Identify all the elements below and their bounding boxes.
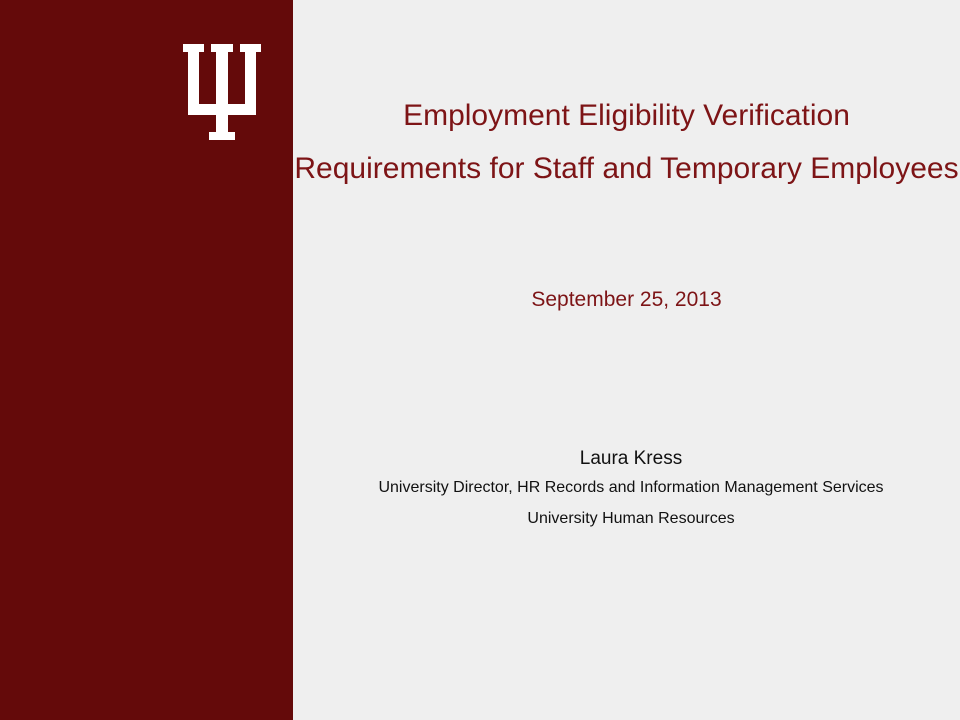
- brand-sidebar: [0, 0, 293, 720]
- slide-content: [293, 0, 960, 720]
- presenter-name: Laura Kress: [579, 448, 683, 469]
- presenter-role: University Director, HR Records and Information Management Services: [378, 479, 884, 496]
- slide-subtitle: Requirements for Staff and Temporary Employees: [294, 152, 959, 185]
- presentation-date: September 25, 2013: [531, 288, 722, 311]
- slide-title: Employment Eligibility Verification: [403, 99, 850, 132]
- iu-trident-icon: [183, 44, 261, 140]
- presenter-block: [321, 447, 941, 529]
- presenter-department: University Human Resources: [527, 510, 735, 527]
